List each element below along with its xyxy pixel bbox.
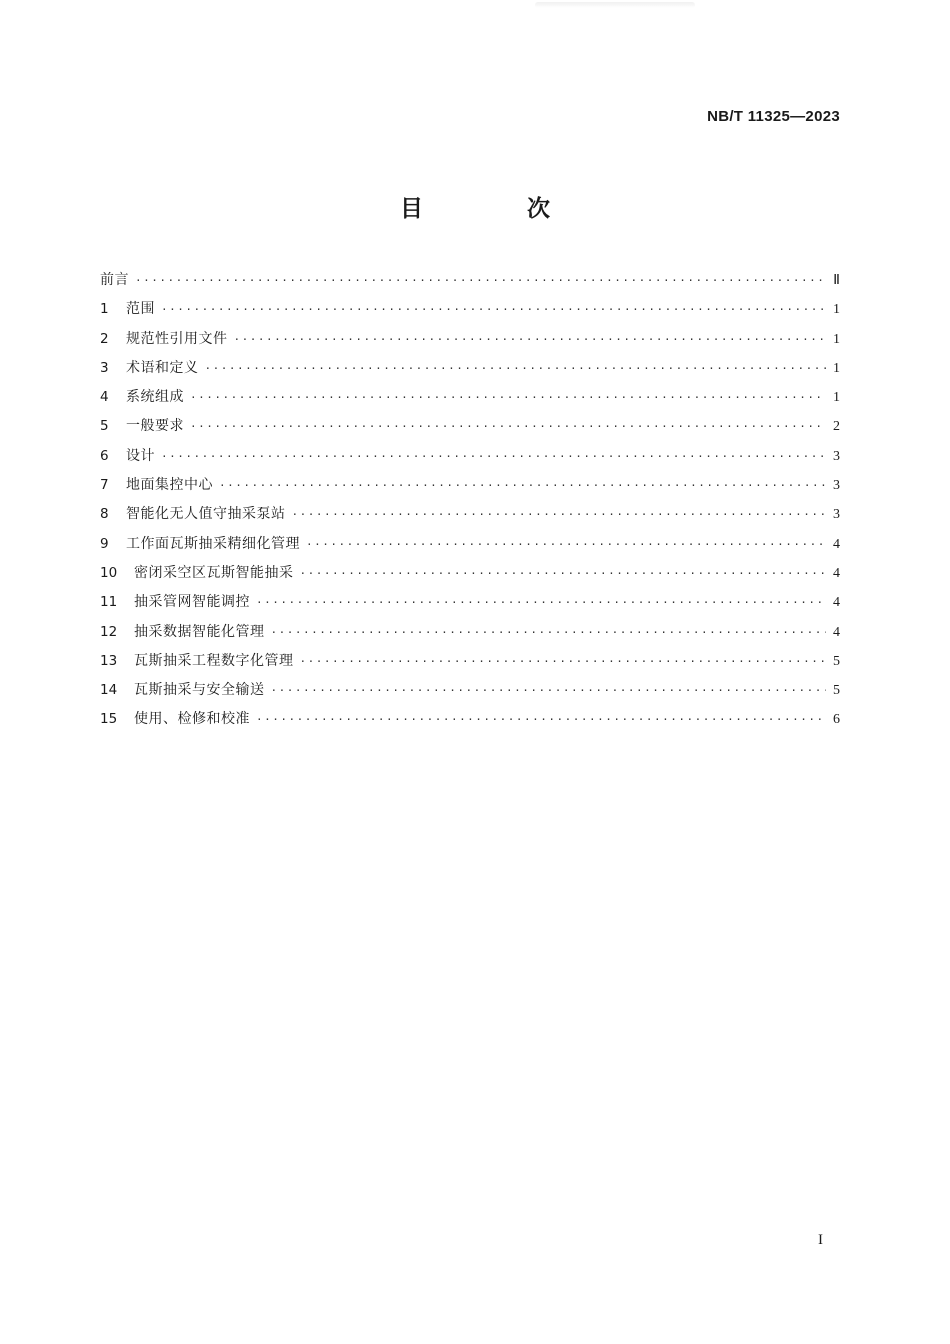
toc-entry-number: 14 <box>100 682 118 699</box>
toc-leader-dots <box>292 500 827 529</box>
toc-entry[interactable] <box>100 325 840 354</box>
toc-entry-label: 系统组成 <box>126 389 184 406</box>
toc-entry-label: 智能化无人值守抽采泵站 <box>126 506 286 523</box>
toc-entry-number: 11 <box>100 594 118 611</box>
toc-entry[interactable] <box>100 295 840 324</box>
toc-entry[interactable] <box>100 266 840 295</box>
toc-entry[interactable] <box>100 559 840 588</box>
toc-entry-number: 1 <box>100 301 109 318</box>
toc-entry-page: 1 <box>833 360 840 376</box>
toc-entry-page: 4 <box>833 565 840 581</box>
toc-entry-page: 4 <box>833 536 840 552</box>
toc-leader-dots <box>219 471 826 500</box>
table-of-contents <box>100 266 840 735</box>
toc-leader-dots <box>306 530 826 559</box>
toc-leader-dots <box>161 442 826 471</box>
toc-entry[interactable] <box>100 500 840 529</box>
toc-leader-dots <box>135 266 826 295</box>
toc-entry-number: 9 <box>100 535 109 552</box>
toc-leader-dots <box>161 295 826 324</box>
toc-entry-page: 5 <box>833 653 840 669</box>
scan-artifact <box>535 2 695 8</box>
toc-entry-page: 5 <box>833 683 840 699</box>
toc-entry[interactable] <box>100 383 840 412</box>
toc-entry-page: 6 <box>833 712 840 728</box>
toc-entry-label: 工作面瓦斯抽采精细化管理 <box>126 535 300 552</box>
toc-leader-dots <box>256 705 826 734</box>
page-number: I <box>818 1232 823 1248</box>
toc-leader-dots <box>271 676 827 705</box>
toc-entry-number: 6 <box>100 447 109 464</box>
toc-entry-label: 规范性引用文件 <box>126 330 228 347</box>
toc-entry-page: 3 <box>833 478 840 494</box>
toc-entry[interactable] <box>100 676 840 705</box>
toc-leader-dots <box>190 383 826 412</box>
toc-entry-number: 4 <box>100 389 109 406</box>
toc-entry-number: 15 <box>100 711 118 728</box>
toc-entry[interactable] <box>100 530 840 559</box>
toc-entry-number: 12 <box>100 623 118 640</box>
toc-entry-label: 抽采管网智能调控 <box>134 594 250 611</box>
toc-entry-label: 一般要求 <box>126 418 184 435</box>
toc-entry-page: 3 <box>833 507 840 523</box>
toc-entry-page: 1 <box>833 331 840 347</box>
toc-entry-number: 10 <box>100 564 118 581</box>
toc-entry[interactable] <box>100 618 840 647</box>
toc-entry[interactable] <box>100 705 840 734</box>
toc-entry[interactable] <box>100 588 840 617</box>
toc-entry-page: 3 <box>833 448 840 464</box>
toc-entry-label: 地面集控中心 <box>126 477 213 494</box>
toc-leader-dots <box>271 618 827 647</box>
toc-entry-number: 13 <box>100 652 118 669</box>
toc-entry-label: 术语和定义 <box>126 359 199 376</box>
standard-number: NB/T 11325—2023 <box>707 108 840 125</box>
toc-entry-label: 范围 <box>126 301 155 318</box>
toc-entry-page: 2 <box>833 419 840 435</box>
toc-entry-label: 设计 <box>126 447 155 464</box>
toc-title: 目 次 <box>399 196 598 222</box>
toc-entry-label: 抽采数据智能化管理 <box>134 623 265 640</box>
toc-entry[interactable] <box>100 442 840 471</box>
toc-entry-label: 使用、检修和校准 <box>134 711 250 728</box>
toc-entry-page: 4 <box>833 624 840 640</box>
toc-leader-dots <box>234 325 827 354</box>
toc-entry[interactable] <box>100 471 840 500</box>
toc-entry-label: 瓦斯抽采与安全输送 <box>134 682 265 699</box>
toc-entry-number: 8 <box>100 506 109 523</box>
toc-entry-page: 1 <box>833 302 840 318</box>
toc-entry[interactable] <box>100 647 840 676</box>
toc-entry-label: 瓦斯抽采工程数字化管理 <box>134 652 294 669</box>
toc-entry-page: Ⅱ <box>833 273 840 288</box>
toc-leader-dots <box>205 354 827 383</box>
toc-entry-number: 5 <box>100 418 109 435</box>
toc-entry-number: 2 <box>100 330 109 347</box>
toc-entry[interactable] <box>100 354 840 383</box>
toc-leader-dots <box>300 647 827 676</box>
toc-leader-dots <box>300 559 827 588</box>
toc-entry-label: 密闭采空区瓦斯智能抽采 <box>134 564 294 581</box>
toc-leader-dots <box>190 412 826 441</box>
toc-entry-page: 1 <box>833 390 840 406</box>
toc-leader-dots <box>256 588 826 617</box>
toc-entry-label: 前言 <box>100 272 129 288</box>
toc-entry[interactable] <box>100 412 840 441</box>
toc-entry-page: 4 <box>833 595 840 611</box>
toc-entry-number: 7 <box>100 477 109 494</box>
toc-entry-number: 3 <box>100 359 109 376</box>
